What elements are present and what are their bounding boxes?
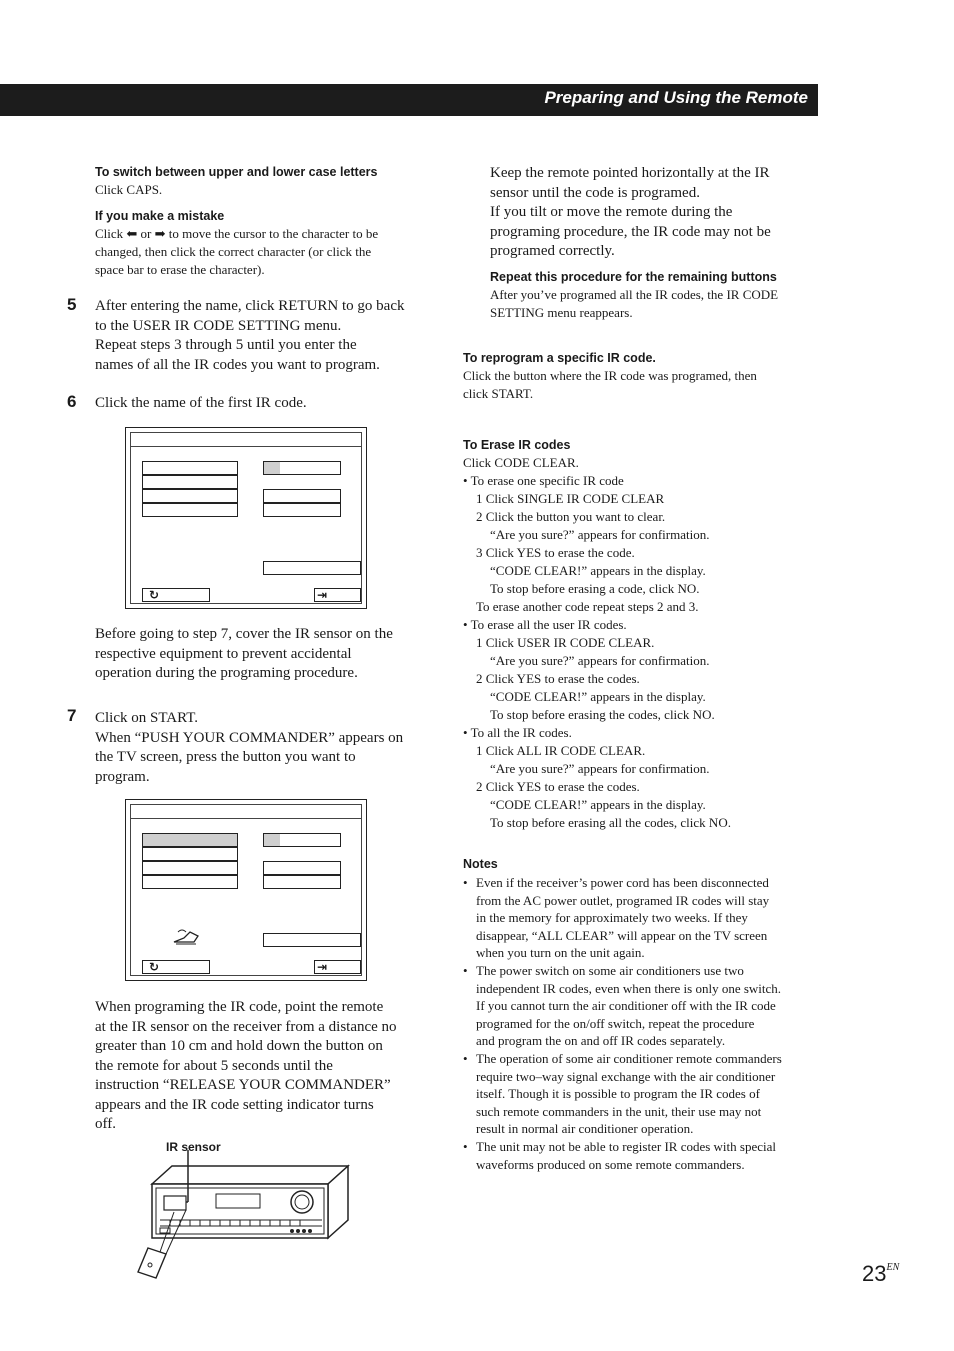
note-item: • Even if the receiver’s power cord has been disconnected from the AC power outlet, programed IR codes will stay in the memory for approximately two weeks. If they disappear, “ALL CLEAR” will appear on the TV screen when you turn on the unit again. — [463, 875, 770, 961]
page-number: $23^{EN}$ — [862, 1261, 900, 1286]
ir-name-button — [142, 847, 238, 861]
option-box — [263, 489, 341, 503]
setting-indicator — [263, 833, 341, 847]
note-item: • The unit may not be able to register IR codes with special waveforms produced on some remote commanders. — [463, 1138, 776, 1172]
note-item: • The operation of some air conditioner remote commanders require two–way signal exchange with the air conditioner itself. Though it is possible to program the IR codes of such remote commanders in the unit, their use may not result in normal air conditioner operation. — [463, 1050, 782, 1137]
step-6-text: Click the name of the first IR code. — [95, 395, 307, 411]
reprogram-heading: To reprogram a specific IR code. — [463, 351, 656, 365]
ir-name-button — [142, 461, 238, 475]
step-number: 5 — [67, 295, 77, 314]
ir-name-button — [142, 861, 238, 875]
header-bar — [0, 84, 818, 116]
erase-instructions: Click CODE CLEAR. • To erase one specific IR code 1 Click SINGLE IR CODE CLEAR 2 Click the button you want to clear. “Are you sure?” appears for confirmation. 3 Click YES to erase the code. “CODE CLEAR!” appears in the display. To stop before erasing a code, click NO. To erase another code repeat steps 2 and 3. • To erase all the user IR codes. 1 Click USER IR CODE CLEAR. “Are you sure?” appears for confirmation. 2 Click YES to erase the codes. “CODE CLEAR!” appears in the display. To stop before erasing the codes, click NO. • To all the IR codes. 1 Click ALL IR CODE CLEAR. “Are you sure?” appears for confirmation. 2 Click YES to erase the codes. “CODE CLEAR!” appears in the display. To stop before erasing all the codes, click NO. — [463, 455, 731, 830]
step-number: 6 — [67, 392, 77, 411]
ir-name-button — [142, 875, 238, 889]
ir-name-button — [142, 489, 238, 503]
screen-frame — [130, 432, 362, 604]
screen-frame — [130, 804, 362, 976]
ir-name-button — [142, 503, 238, 517]
return-button — [142, 588, 210, 602]
exit-button — [314, 960, 361, 974]
exit-icon: ⇥ — [317, 960, 328, 974]
return-button — [142, 960, 210, 974]
return-icon: ↻ — [149, 960, 160, 974]
setting-indicator — [263, 461, 341, 475]
reprogram-text: Click the button where the IR code was programed, then click START. — [463, 368, 757, 401]
note-item: • The power switch on some air conditioners use two independent IR codes, even when there is only one switch. If you cannot turn the air conditioner off with the IR code programed for the on/off switch, repeat the procedure and program the on and off IR codes separately. — [463, 962, 782, 1049]
message-box — [263, 561, 361, 575]
notes-heading: Notes — [463, 857, 498, 871]
erase-heading: To Erase IR codes — [463, 438, 571, 452]
tv-screen-diagram — [125, 799, 367, 981]
mistake-text: Click ⬅ or ➡ to move the cursor to the character to be changed, then click the correct character (or click the space bar to erase the character). — [95, 226, 379, 277]
repeat-text: After you’ve programed all the IR codes, the IR CODE SETTING menu reappears. — [490, 287, 779, 320]
ir-name-button-selected — [142, 833, 238, 847]
keep-remote-text: Keep the remote pointed horizontally at the IR sensor until the code is programed. If you tilt or move the remote during the programing procedure, the IR code may not be programed correctly. — [490, 165, 771, 259]
push-commander-icon — [172, 928, 200, 946]
notes-list — [463, 874, 823, 1173]
point-remote-text: When programing the IR code, point the remote at the IR sensor on the receiver from a distance no greater than 10 cm and hold down the button on the remote for about 5 seconds until the instruction “RELEASE YOUR COMMANDER” appears and the IR code setting indicator turns off. — [95, 999, 397, 1132]
caps-heading: To switch between upper and lower case letters — [95, 165, 378, 179]
caps-text: Click CAPS. — [95, 182, 163, 197]
exit-button — [314, 588, 361, 602]
mistake-heading: If you make a mistake — [95, 209, 225, 223]
page-header-title: Preparing and Using the Remote — [544, 88, 808, 107]
option-box — [263, 861, 341, 875]
screen-title-divider — [130, 446, 362, 447]
cover-sensor-text: Before going to step 7, cover the IR sensor on the respective equipment to prevent accidental operation during the programing procedure. — [95, 626, 393, 681]
ir-name-button — [142, 475, 238, 489]
exit-icon: ⇥ — [317, 588, 328, 602]
receiver-illustration — [130, 1150, 360, 1280]
option-box — [263, 503, 341, 517]
step-7-text: Click on START. When “PUSH YOUR COMMANDER” appears on the TV screen, press the button you want to program. — [95, 710, 404, 785]
tv-screen-diagram — [125, 427, 367, 609]
step-number: 7 — [67, 706, 77, 725]
option-box — [263, 875, 341, 889]
ir-sensor-label: IR sensor — [166, 1140, 221, 1154]
screen-title-divider — [130, 818, 362, 819]
message-box — [263, 933, 361, 947]
step-5-text: After entering the name, click RETURN to go back to the USER IR CODE SETTING menu. Repeat steps 3 through 5 until you enter the names of all the IR codes you want to program. — [95, 298, 405, 373]
repeat-heading: Repeat this procedure for the remaining buttons — [490, 270, 777, 284]
return-icon: ↻ — [149, 588, 160, 602]
